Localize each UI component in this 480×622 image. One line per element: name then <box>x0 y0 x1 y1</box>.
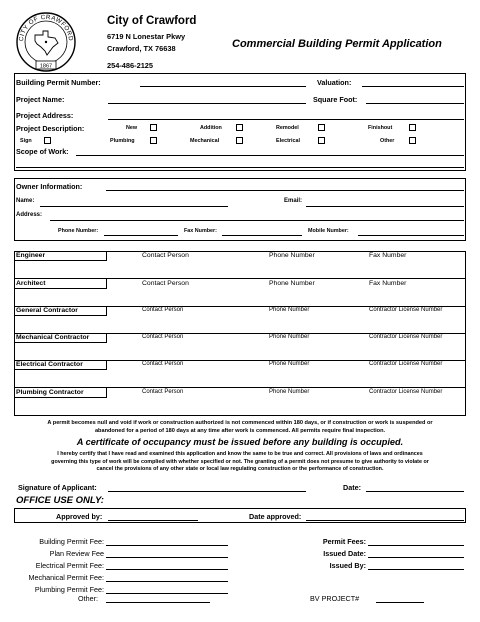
contractor-role-label: Mechanical Contractor <box>15 333 107 343</box>
contractor-row-architect <box>14 279 466 307</box>
other-fee-field[interactable] <box>106 602 210 603</box>
approved-by-label: Approved by: <box>56 512 103 521</box>
contractor-role-label: Architect <box>15 279 107 289</box>
option-other-label: Other <box>380 138 395 144</box>
building-permit-fee-label: Building Permit Fee: <box>39 537 104 546</box>
project-info-section <box>14 73 466 171</box>
option-addition-checkbox[interactable] <box>236 124 243 131</box>
null-void-line-2: abandoned for a period of 180 days at any time after work is commenced. All permits require final inspection. <box>94 427 386 434</box>
engineer-phone-field[interactable]: Phone Number <box>269 252 315 259</box>
owner-information-label: Owner Information: <box>16 182 83 191</box>
general-license-field[interactable]: Contractor License Number <box>369 307 443 313</box>
option-sign-label: Sign <box>20 138 32 144</box>
contractor-row-general <box>14 306 466 334</box>
certification-statement <box>6 451 474 474</box>
address-line-1: 6719 N Lonestar Pkwy <box>107 32 186 41</box>
form-title: Commercial Building Permit Application <box>232 38 442 50</box>
option-plumbing-checkbox[interactable] <box>150 137 157 144</box>
option-finishout-checkbox[interactable] <box>409 124 416 131</box>
permit-number-label: Building Permit Number: <box>16 78 101 87</box>
plan-review-fee-field[interactable] <box>106 557 228 558</box>
option-other-checkbox[interactable] <box>409 137 416 144</box>
option-remodel-label: Remodel <box>276 125 299 131</box>
mechanical-license-field[interactable]: Contractor License Number <box>369 334 443 340</box>
office-use-title: OFFICE USE ONLY: <box>16 495 104 506</box>
city-seal-logo <box>15 11 77 73</box>
contractor-role-label: Engineer <box>15 251 107 261</box>
option-electrical-label: Electrical <box>276 138 300 144</box>
permit-fees-field[interactable] <box>368 545 464 546</box>
project-address-label: Project Address: <box>16 111 74 120</box>
plumbing-phone-field[interactable]: Phone Number <box>269 389 310 395</box>
option-sign-checkbox[interactable] <box>44 137 51 144</box>
issued-date-field[interactable] <box>368 557 464 558</box>
mechanical-permit-fee-field[interactable] <box>106 581 228 582</box>
electrical-contact-field[interactable]: Contact Person <box>142 361 184 367</box>
owner-name-label: Name: <box>16 198 35 204</box>
owner-fax-label: Fax Number: <box>184 228 217 234</box>
square-foot-label: Square Foot: <box>313 95 358 104</box>
mechanical-permit-fee-label: Mechanical Permit Fee: <box>28 573 104 582</box>
certify-line-3: cancel the provisions of any other state or local law regulating construction or the performance of construction. <box>96 466 384 472</box>
option-plumbing-label: Plumbing <box>110 138 135 144</box>
scope-of-work-label: Scope of Work: <box>16 147 69 156</box>
signature-date-label: Date: <box>343 483 361 492</box>
occupancy-notice: A certificate of occupancy must be issued before any building is occupied. <box>76 437 404 447</box>
building-permit-fee-field[interactable] <box>106 545 228 546</box>
architect-contact-field[interactable]: Contact Person <box>142 280 189 287</box>
contractor-role-label: Electrical Contractor <box>15 360 107 370</box>
owner-name-field[interactable] <box>40 206 228 207</box>
certify-line-1: I hereby certify that I have read and examined this application and know the same to be true and correct. All provisions of laws and ordinances <box>57 451 423 457</box>
contractor-row-mechanical <box>14 333 466 361</box>
null-void-line-1: A permit becomes null and void if work or construction authorized is not commenced within 180 days, or if construction or work is suspended or <box>47 420 433 426</box>
permit-number-field[interactable] <box>140 86 306 87</box>
plumbing-license-field[interactable]: Contractor License Number <box>369 389 443 395</box>
mechanical-contact-field[interactable]: Contact Person <box>142 334 184 340</box>
option-addition-label: Addition <box>200 125 222 131</box>
option-new-label: New <box>126 125 138 131</box>
owner-fax-field[interactable] <box>222 235 302 236</box>
signature-label: Signature of Applicant: <box>18 483 97 492</box>
electrical-permit-fee-label: Electrical Permit Fee: <box>35 561 104 570</box>
mechanical-phone-field[interactable]: Phone Number <box>269 334 310 340</box>
owner-address-label: Address: <box>16 212 43 218</box>
certify-line-2: governing this type of work will be complied with whether specified or not. The granting of a permit does not presume to give authority to violate or <box>51 458 429 465</box>
owner-mobile-field[interactable] <box>358 235 464 236</box>
svg-text:CITY OF CRAWFORD: CITY OF CRAWFORD <box>17 13 75 42</box>
valuation-field[interactable] <box>362 86 464 87</box>
square-foot-field[interactable] <box>366 103 464 104</box>
issued-date-label: Issued Date: <box>323 549 366 558</box>
option-new-checkbox[interactable] <box>150 124 157 131</box>
signature-date-field[interactable] <box>366 491 464 492</box>
project-name-label: Project Name: <box>16 95 65 104</box>
general-contact-field[interactable]: Contact Person <box>142 307 184 313</box>
date-approved-field[interactable] <box>306 520 464 521</box>
architect-fax-field[interactable]: Fax Number <box>369 280 407 287</box>
date-approved-label: Date approved: <box>249 512 302 521</box>
address-line-2: Crawford, TX 76638 <box>107 44 176 53</box>
valuation-label: Valuation: <box>317 78 352 87</box>
engineer-contact-field[interactable]: Contact Person <box>142 252 189 259</box>
option-mechanical-checkbox[interactable] <box>236 137 243 144</box>
general-phone-field[interactable]: Phone Number <box>269 307 310 313</box>
project-name-field[interactable] <box>108 103 306 104</box>
signature-field[interactable] <box>108 491 306 492</box>
electrical-phone-field[interactable]: Phone Number <box>269 361 310 367</box>
electrical-permit-fee-field[interactable] <box>106 569 228 570</box>
owner-information-field[interactable] <box>106 190 464 191</box>
issued-by-label: Issued By: <box>329 561 366 570</box>
architect-phone-field[interactable]: Phone Number <box>269 280 315 287</box>
city-phone: 254-486-2125 <box>107 61 154 70</box>
plan-review-fee-label: Plan Review Fee <box>49 549 104 558</box>
contractor-row-engineer <box>14 251 466 279</box>
scope-of-work-field-1[interactable] <box>76 155 464 156</box>
contractor-role-label: Plumbing Contractor <box>15 388 107 398</box>
null-void-notice <box>8 420 472 435</box>
option-finishout-label: Finishout <box>368 125 393 131</box>
svg-text:1867: 1867 <box>39 63 53 70</box>
permit-fees-label: Permit Fees: <box>322 537 366 546</box>
city-name: City of Crawford <box>107 15 197 27</box>
owner-email-label: Email: <box>284 198 303 204</box>
project-address-field[interactable] <box>108 119 464 120</box>
option-electrical-checkbox[interactable] <box>318 137 325 144</box>
plumbing-permit-fee-field[interactable] <box>106 593 228 594</box>
contractor-row-electrical <box>14 360 466 388</box>
owner-phone-field[interactable] <box>104 235 178 236</box>
issued-by-field[interactable] <box>368 569 464 570</box>
electrical-license-field[interactable]: Contractor License Number <box>369 361 443 367</box>
engineer-fax-field[interactable]: Fax Number <box>369 252 407 259</box>
contractor-role-label: General Contractor <box>15 306 107 316</box>
bv-project-field[interactable] <box>376 602 424 603</box>
option-mechanical-label: Mechanical <box>190 138 220 144</box>
plumbing-contact-field[interactable]: Contact Person <box>142 389 184 395</box>
option-remodel-checkbox[interactable] <box>318 124 325 131</box>
owner-mobile-label: Mobile Number: <box>308 228 349 234</box>
other-fee-label: Other: <box>78 594 98 603</box>
bv-project-label: BV PROJECT# <box>310 594 360 603</box>
owner-phone-label: Phone Number: <box>58 228 99 234</box>
owner-address-field[interactable] <box>50 220 464 221</box>
plumbing-permit-fee-label: Plumbing Permit Fee: <box>34 585 104 594</box>
contractor-row-plumbing <box>14 388 466 416</box>
scope-of-work-field-2[interactable] <box>16 167 464 168</box>
owner-email-field[interactable] <box>306 206 464 207</box>
approved-by-field[interactable] <box>108 520 198 521</box>
project-description-label: Project Description: <box>16 124 85 133</box>
